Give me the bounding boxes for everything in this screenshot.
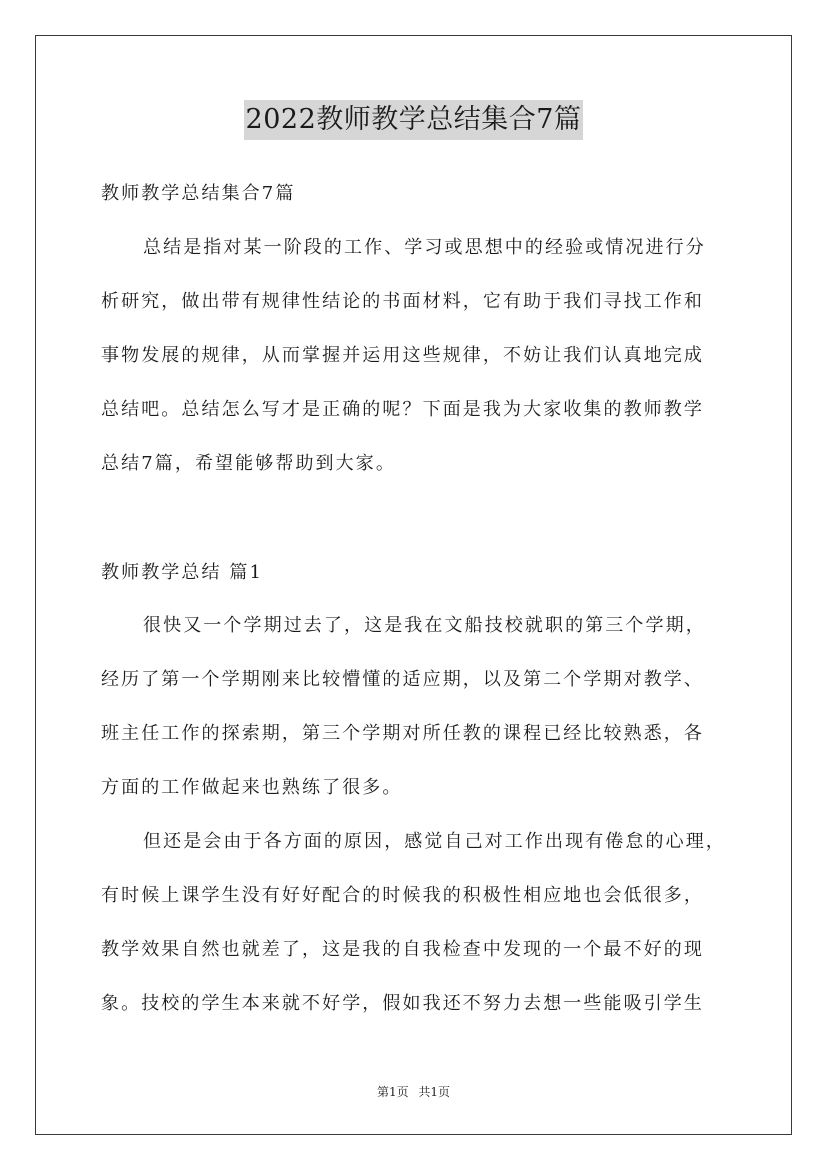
title-container: [0, 100, 827, 140]
paragraph-line: 方面的工作做起来也熟练了很多。: [101, 777, 403, 798]
paragraph-line: 经历了第一个学期刚来比较懵懂的适应期，以及第二个学期对教学、: [101, 669, 704, 690]
page-footer: [0, 1083, 827, 1101]
document-title: 2022教师教学总结集合7篇: [244, 100, 584, 140]
section-heading: 教师教学总结 篇1: [101, 562, 264, 583]
page-total: 共1页: [418, 1085, 451, 1099]
paragraph-line: 班主任工作的探索期，第三个学期对所任教的课程已经比较熟悉，各: [101, 723, 704, 744]
page-number: 第1页: [376, 1085, 409, 1099]
document-subtitle: 教师教学总结集合7篇: [101, 183, 296, 204]
intro-line: 总结是指对某一阶段的工作、学习或思想中的经验或情况进行分: [143, 237, 706, 258]
paragraph-line: 但还是会由于各方面的原因，感觉自己对工作出现有倦怠的心理，: [143, 831, 726, 852]
paragraph-line: 教学效果自然也就差了，这是我的自我检查中发现的一个最不好的现: [101, 939, 704, 960]
intro-line: 事物发展的规律，从而掌握并运用这些规律，不妨让我们认真地完成: [101, 345, 704, 366]
paragraph-line: 象。技校的学生本来就不好学，假如我还不努力去想一些能吸引学生: [101, 993, 704, 1014]
intro-line: 析研究，做出带有规律性结论的书面材料，它有助于我们寻找工作和: [101, 291, 704, 312]
paragraph-line: 很快又一个学期过去了，这是我在文船技校就职的第三个学期，: [143, 615, 706, 636]
paragraph-line: 有时候上课学生没有好好配合的时候我的积极性相应地也会低很多，: [101, 885, 704, 906]
intro-line: 总结7篇，希望能够帮助到大家。: [101, 453, 396, 474]
intro-line: 总结吧。总结怎么写才是正确的呢？下面是我为大家收集的教师教学: [101, 399, 704, 420]
